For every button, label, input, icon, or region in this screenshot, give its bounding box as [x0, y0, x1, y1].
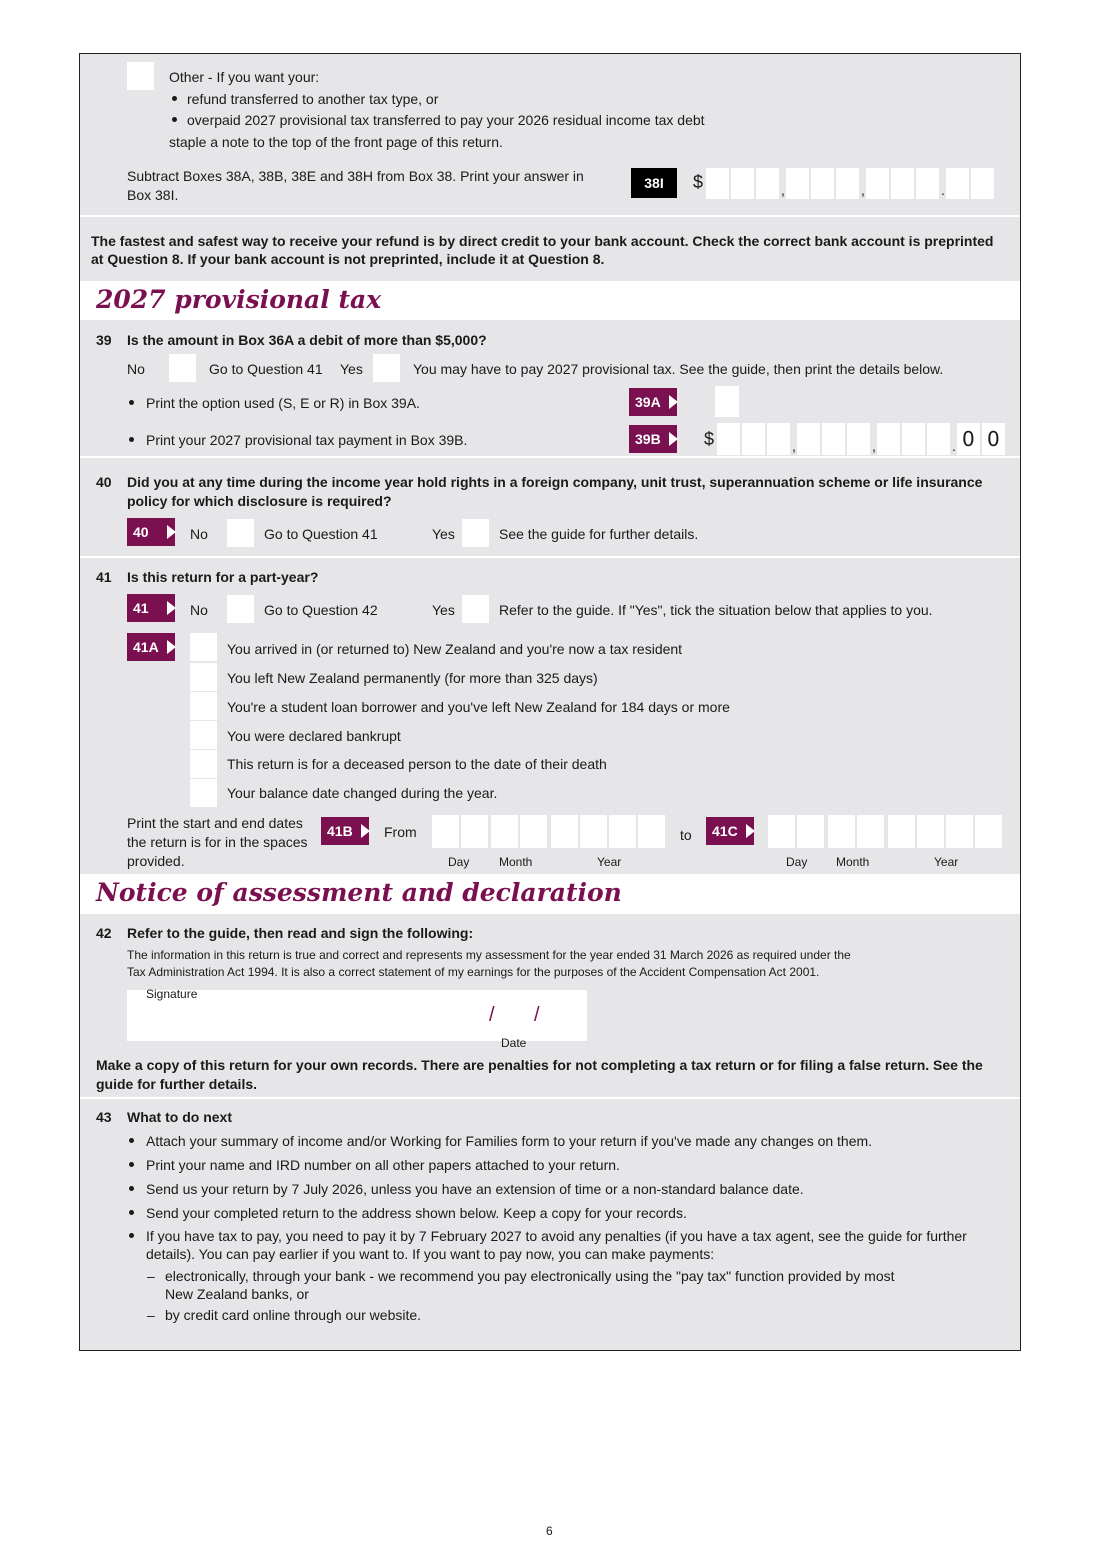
other-checkbox[interactable]	[127, 62, 154, 90]
q41-no-checkbox[interactable]	[227, 595, 254, 623]
end-month-label: Month	[836, 855, 870, 869]
signature-label: Signature	[146, 987, 198, 1001]
situation-2: You left New Zealand permanently (for more than 325 days)	[227, 670, 598, 686]
box-39b-cents-1: 0	[962, 427, 975, 451]
heading-band	[80, 281, 1020, 320]
copy-note-line2: guide for further details.	[96, 1076, 258, 1092]
box-39a-tag: 39A	[629, 388, 677, 416]
bullet-icon	[129, 1138, 134, 1143]
q41-yes-checkbox[interactable]	[462, 595, 489, 623]
q41-number: 41	[96, 569, 112, 585]
q40-number: 40	[96, 474, 112, 490]
q43-bullet-1: Attach your summary of income and/or Working for Families form to your return if you've made any changes on them.	[146, 1133, 873, 1149]
dash-icon: –	[147, 1307, 155, 1323]
situation-5: This return is for a deceased person to the date of their death	[227, 756, 607, 772]
section-heading-notice: Notice of assessment and declaration	[96, 878, 622, 907]
question-41	[80, 558, 1020, 874]
refund-note-line2: at Question 8. If your bank account is not preprinted, include it at Question 8.	[91, 251, 605, 267]
q39-number: 39	[96, 332, 112, 348]
q39-goto: Go to Question 41	[209, 361, 323, 377]
start-day-label: Day	[448, 855, 470, 869]
q42-number: 42	[96, 925, 112, 941]
other-label: Other - If you want your:	[169, 69, 320, 85]
q40-yes-text: See the guide for further details.	[499, 526, 699, 542]
q43-bullet-5-line1: If you have tax to pay, you need to pay it by 7 February 2027 to avoid any penalties (if you have a tax agent, see the guide for further	[146, 1228, 967, 1244]
declaration-line2: Tax Administration Act 1994. It is also a correct statement of my earnings for the purposes of the Accident Compensation Act 2001.	[127, 965, 820, 979]
q41-question: Is this return for a part-year?	[127, 569, 319, 585]
q43-bullet-3: Send us your return by 7 July 2026, unless you have an extension of time or a non-standard balance date.	[146, 1181, 804, 1197]
q43-bullet-5-line2: details). You can pay earlier if you want to. If you want to pay now, you can make payments:	[146, 1246, 715, 1262]
box-39b-cents-2: 0	[987, 427, 1000, 451]
q39-no-checkbox[interactable]	[169, 354, 196, 382]
q42-question: Refer to the guide, then read and sign the following:	[127, 925, 474, 941]
dollar-sign: $	[704, 429, 715, 449]
situation-checkbox-1[interactable]	[190, 633, 217, 661]
declaration-line1: The information in this return is true and correct and represents my assessment for the year ended 31 March 2026 as required under the	[127, 948, 851, 962]
q39-bullet-a: Print the option used (S, E or R) in Box 39A.	[146, 395, 420, 411]
bullet-icon	[172, 117, 177, 122]
section-38: Other - If you want your: refund transferred to another tax type, or overpaid 2027 provisional tax transferred to pay your 2026 residual income tax debt staple a note to the top of the front page of this return. Subtract Boxes 38A, 38B, 38E and 38H from Box 38. Print your answer in Box 38I. 38I $ , , .	[80, 54, 1020, 214]
staple-note: staple a note to the top of the front page of this return.	[169, 134, 503, 150]
q40-yes-checkbox[interactable]	[462, 519, 489, 547]
q40-tag: 40	[127, 518, 175, 546]
start-year-label: Year	[597, 855, 622, 869]
q43-bullet-2: Print your name and IRD number on all other papers attached to your return.	[146, 1157, 620, 1173]
refund-note	[80, 217, 1020, 281]
form-frame	[79, 53, 1021, 1351]
bullet-icon	[129, 437, 134, 442]
copy-note-line1: Make a copy of this return for your own records. There are penalties for not completing a tax return or for filing a false return. See the	[96, 1057, 983, 1073]
q40-yes-label: Yes	[432, 526, 455, 542]
situation-checkbox-6[interactable]	[190, 779, 217, 807]
q40-no-label: No	[190, 526, 208, 542]
page-number: 6	[546, 1524, 553, 1538]
bullet-icon	[129, 1162, 134, 1167]
date-label: Date	[501, 1036, 527, 1050]
q41-tag: 41	[127, 594, 175, 622]
q41-goto: Go to Question 42	[264, 602, 378, 618]
bullet-icon	[172, 96, 177, 101]
q40-question-line2: policy for which disclosure is required?	[127, 493, 392, 509]
q39-bullet-b: Print your 2027 provisional tax payment in Box 39B.	[146, 432, 468, 448]
end-day-label: Day	[786, 855, 808, 869]
bullet-icon	[129, 1210, 134, 1215]
q39-yes-checkbox[interactable]	[373, 354, 400, 382]
q40-no-checkbox[interactable]	[227, 519, 254, 547]
bullet-icon	[129, 1186, 134, 1191]
situation-checkbox-5[interactable]	[190, 750, 217, 778]
other-bullet-1: refund transferred to another tax type, or	[187, 91, 439, 107]
other-bullet-2: overpaid 2027 provisional tax transferred to pay your 2026 residual income tax debt	[187, 112, 705, 128]
end-year-label: Year	[934, 855, 959, 869]
situation-6: Your balance date changed during the year.	[227, 785, 498, 801]
situation-4: You were declared bankrupt	[227, 728, 401, 744]
from-label: From	[384, 824, 417, 840]
to-label: to	[680, 827, 692, 843]
question-39: 39 Is the amount in Box 36A a debit of more than $5,000? No Go to Question 41 Yes You may have to pay 2027 provisional tax. See the guide, then print the details below. Print the option used (S, E or R) in Box 39A. 39A Print your 2027 provisional tax payment in Box 39B. 39B $ , , . 0 0	[80, 320, 1020, 455]
q40-goto: Go to Question 41	[264, 526, 378, 542]
question-40	[80, 458, 1020, 556]
pay-option-2: by credit card online through our website.	[165, 1307, 422, 1323]
q39-yes-label: Yes	[340, 361, 363, 377]
q43-title: What to do next	[127, 1109, 232, 1125]
situation-1: You arrived in (or returned to) New Zealand and you're now a tax resident	[227, 641, 683, 657]
dash-icon: –	[147, 1268, 155, 1284]
pay-option-1-line1: electronically, through your bank - we recommend you pay electronically using the "pay tax" function provided by most	[165, 1268, 895, 1284]
pay-option-1-line2: New Zealand banks, or	[165, 1286, 309, 1302]
situation-checkbox-3[interactable]	[190, 692, 217, 720]
question-42	[80, 914, 1020, 1097]
situation-3: You're a student loan borrower and you've left New Zealand for 184 days or more	[227, 699, 730, 715]
heading-band	[80, 874, 1020, 914]
q39-question: Is the amount in Box 36A a debit of more than $5,000?	[127, 332, 487, 348]
situation-checkbox-4[interactable]	[190, 721, 217, 749]
date-slash-2: /	[534, 1004, 540, 1026]
bullet-icon	[129, 1233, 134, 1238]
bullet-icon	[129, 400, 134, 405]
box-39a-input[interactable]	[715, 386, 739, 417]
dollar-sign: $	[693, 172, 704, 192]
subtract-instruction: Subtract Boxes 38A, 38B, 38E and 38H from Box 38. Print your answer in	[127, 168, 584, 184]
dates-instruction-2: the return is for in the spaces	[127, 834, 308, 850]
situation-checkbox-2[interactable]	[190, 663, 217, 691]
refund-note-line1: The fastest and safest way to receive your refund is by direct credit to your bank account. Check the correct bank account is preprinted	[91, 233, 994, 249]
dates-instruction-3: provided.	[127, 853, 185, 869]
q39-no-label: No	[127, 361, 145, 377]
dates-instruction-1: Print the start and end dates	[127, 815, 303, 831]
box-39b-tag: 39B	[629, 425, 677, 453]
q41-yes-text: Refer to the guide. If "Yes", tick the situation below that applies to you.	[499, 602, 933, 618]
start-month-label: Month	[499, 855, 533, 869]
question-43	[80, 1099, 1020, 1350]
q40-question-line1: Did you at any time during the income year hold rights in a foreign company, unit trust, superannuation scheme or life insurance	[127, 474, 983, 490]
q41-no-label: No	[190, 602, 208, 618]
section-heading-provisional: 2027 provisional tax	[96, 285, 382, 314]
q43-bullet-4: Send your completed return to the address shown below. Keep a copy for your records.	[146, 1205, 687, 1221]
q43-number: 43	[96, 1109, 112, 1125]
box-41c-tag: 41C	[706, 817, 754, 845]
q41-yes-label: Yes	[432, 602, 455, 618]
box-38i-tag: 38I	[631, 168, 677, 198]
subtract-instruction-2: Box 38I.	[127, 187, 179, 203]
q39-yes-text: You may have to pay 2027 provisional tax. See the guide, then print the details below.	[413, 361, 944, 377]
date-slash-1: /	[489, 1004, 495, 1026]
box-41a-tag: 41A	[127, 633, 175, 661]
box-41b-tag: 41B	[321, 817, 369, 845]
